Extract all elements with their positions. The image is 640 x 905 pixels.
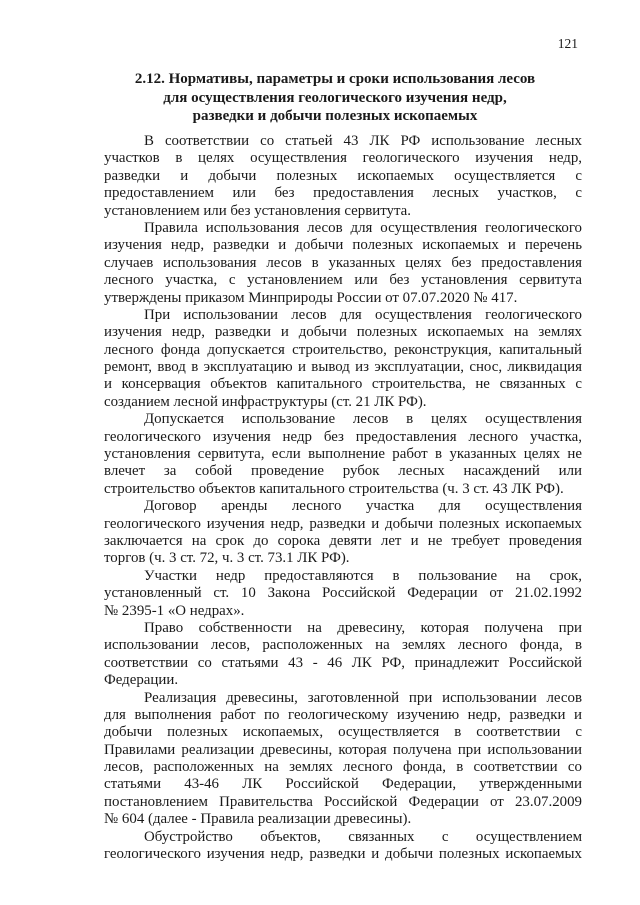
text-line: лесов, расположенных на землях лесного фонда, в соответствии со	[104, 759, 582, 776]
text-line: геологического изучения недр, разведки и добычи полезных ископаемых	[104, 515, 582, 532]
page-number: 121	[557, 36, 578, 51]
paragraph	[104, 829, 582, 864]
text-line: соответствии со статьями 43 - 46 ЛК РФ, принадлежит Российской	[104, 654, 582, 671]
text-line: установления сервитута, если выполнение работ в указанных целях не	[104, 446, 582, 463]
text-line: использовании лесов, расположенных на землях лесного фонда, в	[104, 637, 582, 654]
text-line: В соответствии со статьей 43 ЛК РФ использование лесных	[144, 133, 582, 149]
text-line: лесного фонда допускается строительство, реконструкция, капитальный	[104, 341, 582, 358]
paragraph	[104, 568, 582, 620]
text-line: ремонт, ввод в эксплуатацию и вывод из эксплуатации, снос, ликвидация	[104, 359, 582, 376]
paragraph	[104, 133, 582, 220]
text-line: предоставлением или без предоставления лесных участков, с	[104, 185, 582, 202]
text-line: участков в целях осуществления геологического изучения недр,	[104, 150, 582, 167]
heading-line: 2.12. Нормативы, параметры и сроки использования лесов	[134, 71, 536, 87]
text-line: влечет за собой проведение рубок лесных насаждений или	[104, 463, 582, 480]
text-line: установлением или без установления сервитута.	[104, 202, 411, 219]
text-line: Участки недр предоставляются в пользование на срок,	[144, 567, 582, 584]
text-line: утверждены приказом Минприроды России от 07.07.2020 № 417.	[104, 289, 518, 306]
text-line: № 2395-1 «О недрах».	[104, 602, 245, 619]
text-line: изучения недр, разведки и добычи полезных ископаемых и перечень	[104, 237, 582, 254]
heading-line: для осуществления геологического изучения недр,	[163, 89, 507, 106]
text-line: постановлением Правительства Российской Федерации от 23.07.2009	[104, 793, 582, 810]
text-line: Обустройство объектов, связанных с осуществлением	[144, 828, 582, 845]
text-line: Правилами реализации древесины, которая получена при использовании	[104, 741, 582, 758]
text-line: геологического изучения недр, разведки и добычи полезных ископаемых	[104, 846, 582, 863]
text-line: добычи полезных ископаемых, осуществляется в соответствии с	[104, 724, 582, 741]
section-heading	[100, 70, 570, 126]
paragraph	[104, 498, 582, 568]
text-line: и консервация объектов капитального строительства, не связанных с	[104, 376, 582, 393]
paragraph	[104, 620, 582, 690]
text-line: для выполнения работ по геологическому изучению недр, разведки и	[104, 706, 582, 723]
text-line: установленный ст. 10 Закона Российской Федерации от 21.02.1992	[104, 585, 582, 602]
text-line: Право собственности на древесину, которая получена при	[144, 619, 582, 636]
text-line: изучения недр, разведки и добычи полезных ископаемых на землях	[104, 324, 582, 341]
heading-line: разведки и добычи полезных ископаемых	[192, 108, 478, 124]
text-line: случаев использования лесов в указанных целях без предоставления	[104, 254, 582, 271]
text-line: Реализация древесины, заготовленной при использовании лесов	[144, 689, 582, 706]
text-line: торгов (ч. 3 ст. 72, ч. 3 ст. 73.1 ЛК РФ).	[104, 550, 350, 567]
text-line: Допускается использование лесов в целях осуществления	[144, 411, 582, 428]
paragraph	[104, 690, 582, 829]
text-line: Договор аренды лесного участка для осуществления	[144, 498, 582, 515]
text-line: лесного участка, с установлением или без установления сервитута	[104, 272, 582, 289]
body-text	[104, 133, 582, 863]
text-line: статьями 43-46 ЛК Российской Федерации, утвержденными	[104, 776, 582, 793]
text-line: строительство объектов капитального строительства (ч. 3 ст. 43 ЛК РФ).	[104, 480, 564, 497]
text-line: созданием лесной инфраструктуры (ст. 21 ЛК РФ).	[104, 393, 427, 410]
text-line: заключается на срок до сорока девяти лет и не требует проведения	[104, 532, 582, 549]
text-line: Федерации.	[104, 672, 179, 689]
paragraph	[104, 411, 582, 498]
text-line: геологического изучения недр без предоставления лесного участка,	[104, 428, 582, 445]
text-line: разведки и добычи полезных ископаемых осуществляется с	[104, 167, 582, 184]
text-line: № 604 (далее - Правила реализации древесины).	[104, 811, 412, 828]
text-line: При использовании лесов для осуществления геологического	[144, 306, 582, 323]
paragraph	[104, 307, 582, 411]
text-line: Правила использования лесов для осуществления геологического	[144, 219, 582, 236]
paragraph	[104, 220, 582, 307]
